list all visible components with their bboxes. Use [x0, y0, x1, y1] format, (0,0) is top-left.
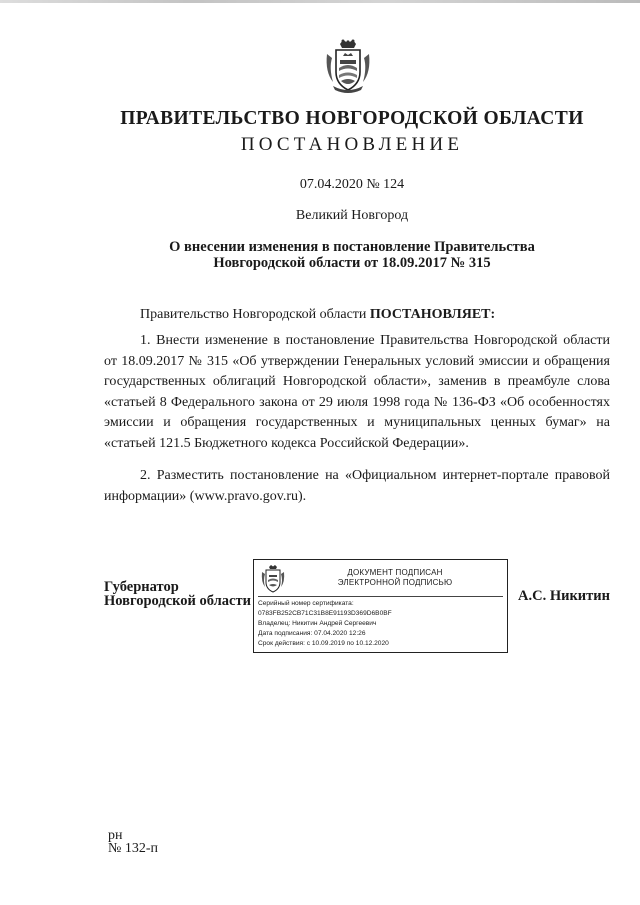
footer-reference [108, 829, 158, 855]
signatory-title-line-2: Новгородской области [104, 593, 251, 609]
paragraph-2: 2. Разместить постановление на «Официальном интернет-портале правовой информации» (www.pravo.gov.ru). [104, 468, 610, 504]
organization-title: ПРАВИТЕЛЬСТВО НОВГОРОДСКОЙ ОБЛАСТИ [120, 108, 584, 129]
document-subject [100, 239, 604, 271]
stamp-heading-line-1: ДОКУМЕНТ ПОДПИСАН [347, 568, 443, 577]
serial-label: Серийный номер сертификата: [258, 600, 354, 607]
footer-number: № 132-п [108, 841, 159, 856]
certificate-details [258, 599, 392, 649]
scan-edge [0, 0, 640, 3]
stamp-divider [258, 596, 503, 597]
subject-line-1: О внесении изменения в постановление Правительства [169, 239, 535, 255]
electronic-signature-stamp [253, 559, 508, 653]
preamble-lead: Правительство Новгородской области [140, 307, 370, 322]
subject-line-2: Новгородской области от 18.09.2017 № 315 [213, 255, 491, 271]
preamble [104, 305, 610, 326]
document-type: ПОСТАНОВЛЕНИЕ [240, 134, 464, 155]
signing-date: Дата подписания: 07.04.2020 12:26 [258, 630, 366, 637]
validity-period: Срок действия: с 10.09.2019 по 10.12.2020 [258, 640, 389, 647]
stamp-coat-of-arms-icon [260, 564, 286, 594]
stamp-heading-line-2: ЭЛЕКТРОННОЙ ПОДПИСЬЮ [337, 578, 453, 587]
coat-of-arms-icon [323, 38, 373, 94]
preamble-resolves: ПОСТАНОВЛЯЕТ: [369, 307, 496, 322]
footer-initials: рн [108, 828, 123, 843]
signatory-title [104, 580, 251, 608]
date-and-number: 07.04.2020 № 124 [299, 177, 405, 192]
certificate-owner: Владелец: Никитин Андрей Сергеевич [258, 620, 377, 627]
paragraph-1: 1. Внести изменение в постановление Правительства Новгородской области от 18.09.2017 № 315 «Об утверждении Генеральных условий эмиссии и обращения государственных облигаций Новгородской области», заменив в преамбуле слова «статьей 8 Федерального закона от 29 июля 1998 года № 136-ФЗ «Об особенностях эмиссии и обращения государственных и муниципальных ценных бумаг» на «статьей 121.5 Бюджетного кодекса Российской Федерации». [104, 333, 610, 451]
signatory-name: А.С. Никитин [518, 588, 610, 604]
signatory-title-line-1: Губернатор [104, 579, 179, 595]
serial-value: 0783FB252CB71C31B8E91193D369D6B0BF [258, 610, 392, 617]
stamp-heading [290, 568, 500, 588]
city: Великий Новгород [295, 208, 409, 223]
